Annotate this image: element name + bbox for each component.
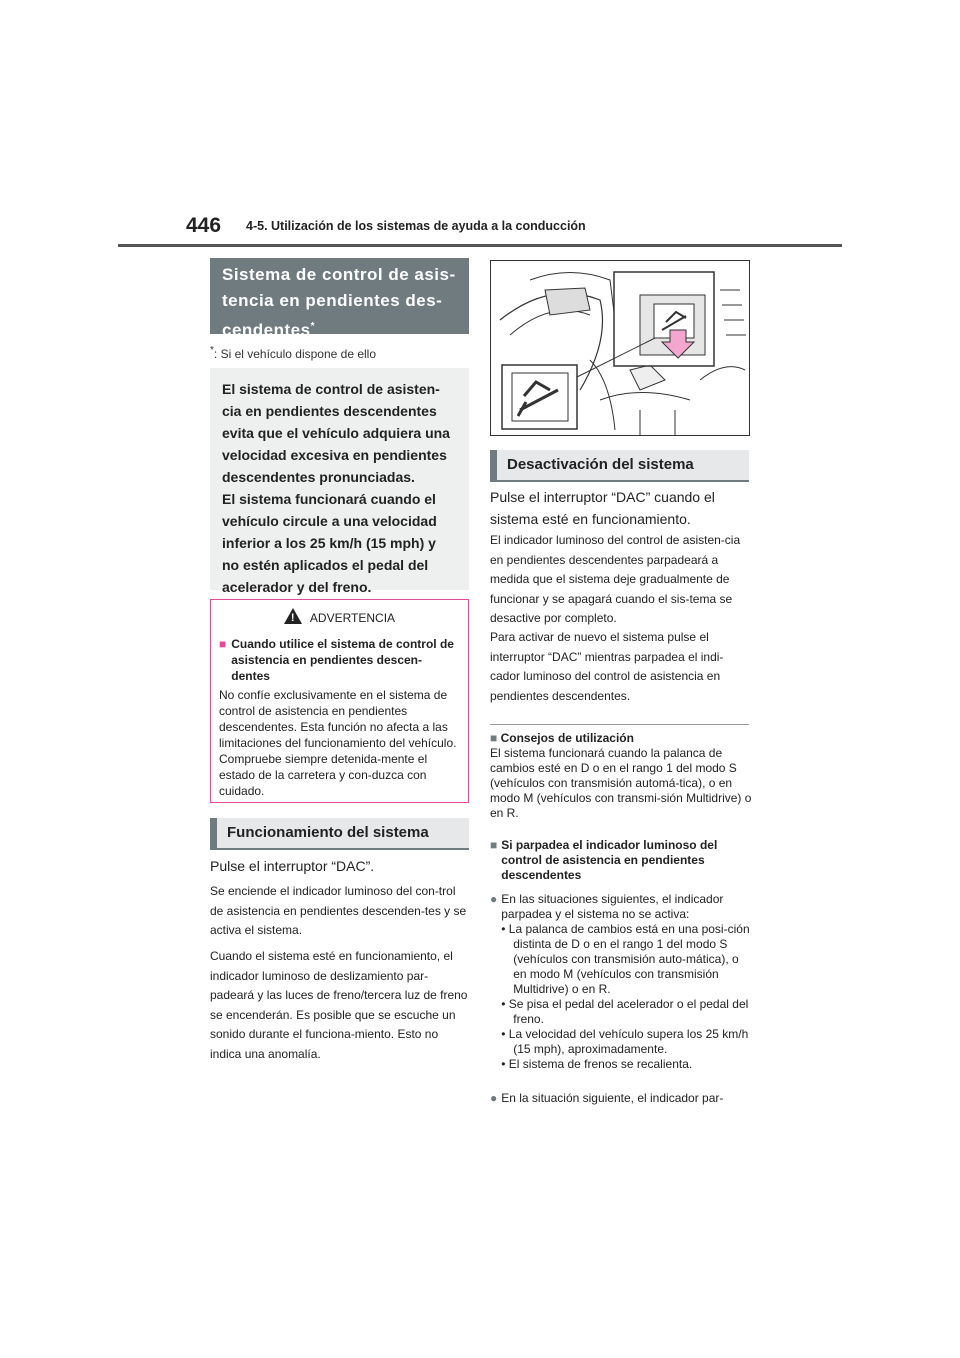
deactivation-press-instruction: Pulse el interruptor “DAC” cuando el sistema esté en funcionamiento. bbox=[490, 489, 715, 527]
bullet-item: • Se pisa el pedal del acelerador o el pedal del freno. bbox=[501, 997, 749, 1026]
section-title-operation: Funcionamiento del sistema bbox=[210, 818, 469, 850]
header-rule bbox=[118, 244, 842, 247]
operation-paragraph-2: Cuando el sistema esté en funcionamiento, el indicador luminoso de deslizamiento par-padeará y las luces de freno/tercera luz de freno se encenderán. Es posible que se escuche un sonido durante el funciona-miento. Esto no indica una anomalía. bbox=[210, 949, 468, 1061]
case1-bullets bbox=[501, 922, 752, 1072]
warning-triangle-icon bbox=[284, 608, 302, 624]
tips-body: El sistema funcionará cuando la palanca de cambios esté en D o en el rango 1 del modo S (vehículos con transmisión automá-tica), o en modo M (vehículos con transmi-sión Multidrive) o en R. bbox=[490, 746, 752, 820]
case2-block bbox=[490, 1091, 752, 1106]
section-title-deactivation: Desactivación del sistema bbox=[490, 450, 749, 482]
gray-dot-icon: ● bbox=[490, 1091, 498, 1105]
intro-box: El sistema de control de asisten- cia en pendientes descendentes evita que el vehículo adquiera una velocidad excesiva en pendientes descendentes pronunciadas. El sistema funcionará cuando el vehículo circule a una velocidad inferior a los 25 km/h (15 mph) y no estén aplicados el pedal del acelerador y del freno. bbox=[210, 368, 469, 590]
bullet-item: • La velocidad del vehículo supera los 25 km/h (15 mph), aproximadamente. bbox=[501, 1027, 749, 1056]
bullet-item: • El sistema de frenos se recalienta. bbox=[501, 1057, 693, 1071]
operation-paragraph-1: Se enciende el indicador luminoso del con-trol de asistencia en pendientes descenden-tes y se activa el sistema. bbox=[210, 884, 467, 937]
pink-square-icon: ■ bbox=[219, 637, 227, 651]
gray-dot-icon: ● bbox=[490, 892, 498, 906]
dac-switch-illustration bbox=[490, 260, 750, 436]
press-instruction: Pulse el interruptor “DAC”. bbox=[210, 858, 375, 874]
case2-text: En la situación siguiente, el indicador par- bbox=[501, 1091, 724, 1105]
title-line-2: tencia en pendientes des- bbox=[222, 291, 443, 310]
title-line-1: Sistema de control de asis- bbox=[222, 265, 456, 284]
blink-heading: Si parpadea el indicador luminoso del control de asistencia en pendientes descendentes bbox=[501, 838, 718, 882]
deactivation-paragraph-1: El indicador luminoso del control de asisten-cia en pendientes descendentes parpadeará a medida que el sistema deje gradualmente de funcionar y se apagará cuando el sis-tema se desactive por completo. bbox=[490, 533, 741, 625]
tips-block bbox=[490, 731, 752, 821]
title-line-3: cendentes* bbox=[222, 320, 315, 340]
notes-divider bbox=[490, 724, 749, 725]
bullet-item: • La palanca de cambios está en una posi-ción distinta de D o en el rango 1 del modo S (vehículos con transmisión auto-mática), o en modo M (vehículos con transmisión Multidrive) o en R. bbox=[501, 922, 750, 996]
chapter-title: 4-5. Utilización de los sistemas de ayuda a la conducción bbox=[246, 219, 586, 233]
warning-heading: ■ Cuando utilice el sistema de control de asistencia en pendientes descen-dentes bbox=[219, 637, 454, 683]
title-asterisk: * bbox=[310, 321, 315, 332]
main-section-title bbox=[210, 258, 469, 340]
gray-square-icon: ■ bbox=[490, 838, 498, 852]
warning-body: No confíe exclusivamente en el sistema de control de asistencia en pendientes descendentes. Esta función no afecta a las limitaciones del funcionamiento del vehículo. Compruebe siempre detenida-mente el estado de la carretera y con-duzca con cuidado. bbox=[219, 688, 457, 798]
blink-block bbox=[490, 838, 752, 883]
deactivation-paragraph-2: Para activar de nuevo el sistema pulse el interruptor “DAC” mientras parpadea el indi-cador luminoso del control de asistencia en pendientes descendentes. bbox=[490, 630, 724, 703]
warning-header: !ADVERTENCIA bbox=[219, 608, 460, 626]
warning-box bbox=[210, 599, 469, 803]
gray-square-icon: ■ bbox=[490, 731, 498, 745]
tips-heading: Consejos de utilización bbox=[500, 731, 634, 745]
page-number: 446 bbox=[186, 214, 222, 237]
case1-text: En las situaciones siguientes, el indicador parpadea y el sistema no se activa: bbox=[501, 892, 724, 921]
case1-block bbox=[490, 892, 752, 1072]
footnote: *: Si el vehículo dispone de ello bbox=[210, 345, 377, 361]
